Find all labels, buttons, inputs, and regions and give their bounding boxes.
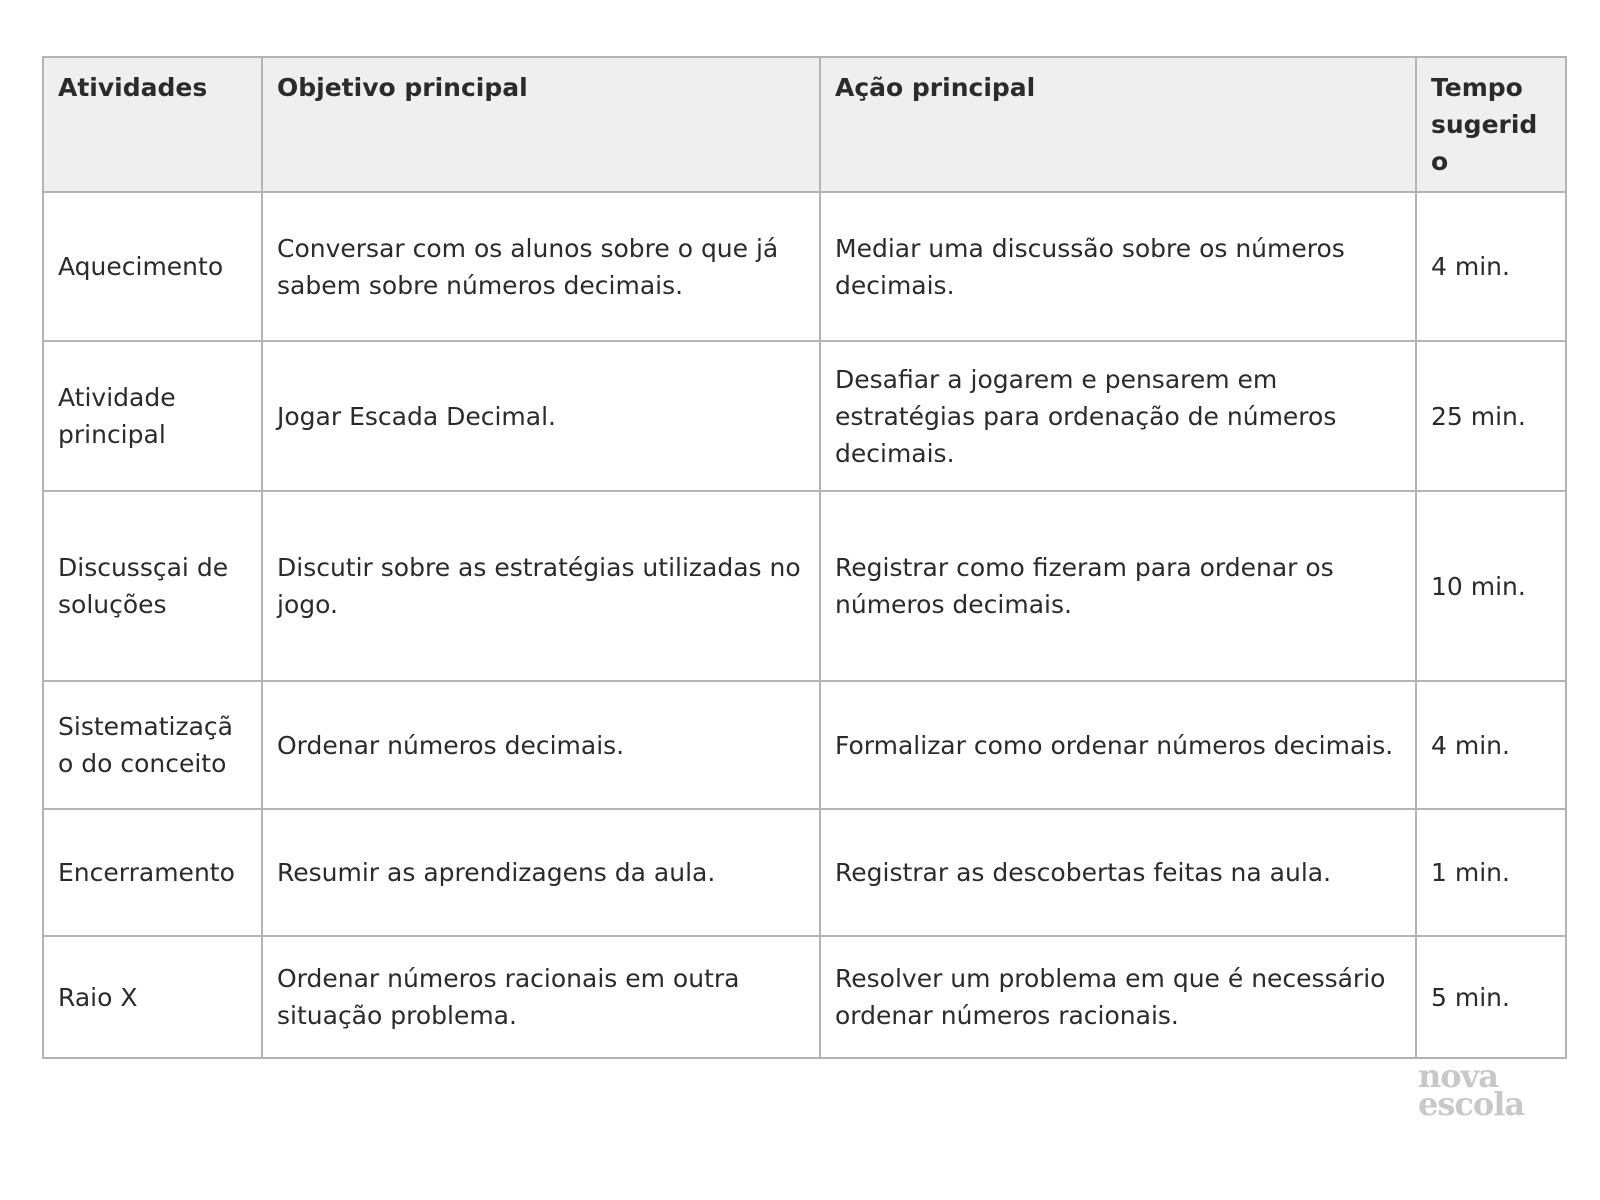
cell-activity: Encerramento — [43, 809, 262, 936]
table-row — [43, 809, 1566, 936]
cell-action: Registrar como fizeram para ordenar os números decimais. — [820, 491, 1416, 681]
cell-objective: Conversar com os alunos sobre o que já sabem sobre números decimais. — [262, 192, 820, 341]
cell-time: 10 min. — [1416, 491, 1566, 681]
cell-action: Desafiar a jogarem e pensarem em estratégias para ordenação de números decimais. — [820, 341, 1416, 491]
table-row — [43, 192, 1566, 341]
cell-time: 4 min. — [1416, 192, 1566, 341]
header-acao: Ação principal — [820, 57, 1416, 192]
cell-objective: Jogar Escada Decimal. — [262, 341, 820, 491]
lesson-plan-table — [42, 56, 1567, 1059]
table-row — [43, 936, 1566, 1058]
cell-time: 25 min. — [1416, 341, 1566, 491]
cell-time: 4 min. — [1416, 681, 1566, 809]
cell-action: Formalizar como ordenar números decimais. — [820, 681, 1416, 809]
cell-objective: Ordenar números racionais em outra situação problema. — [262, 936, 820, 1058]
cell-activity: Sistematização do conceito — [43, 681, 262, 809]
cell-objective: Resumir as aprendizagens da aula. — [262, 809, 820, 936]
cell-action: Resolver um problema em que é necessário ordenar números racionais. — [820, 936, 1416, 1058]
logo-line-2: escola — [1418, 1085, 1525, 1123]
table-row — [43, 341, 1566, 491]
cell-objective: Ordenar números decimais. — [262, 681, 820, 809]
cell-action: Mediar uma discussão sobre os números decimais. — [820, 192, 1416, 341]
cell-activity: Aquecimento — [43, 192, 262, 341]
cell-activity: Raio X — [43, 936, 262, 1058]
cell-action: Registrar as descobertas feitas na aula. — [820, 809, 1416, 936]
table-row — [43, 491, 1566, 681]
cell-time: 1 min. — [1416, 809, 1566, 936]
cell-objective: Discutir sobre as estratégias utilizadas no jogo. — [262, 491, 820, 681]
cell-time: 5 min. — [1416, 936, 1566, 1058]
logo-line-1: nova — [1418, 1057, 1498, 1095]
header-atividades: Atividades — [43, 57, 262, 192]
nova-escola-logo — [1418, 1057, 1538, 1123]
header-tempo: Tempo sugerido — [1416, 57, 1566, 192]
cell-activity: Atividade principal — [43, 341, 262, 491]
header-row — [43, 57, 1566, 192]
header-objetivo: Objetivo principal — [262, 57, 820, 192]
cell-activity: Discussçai de soluções — [43, 491, 262, 681]
table-row — [43, 681, 1566, 809]
